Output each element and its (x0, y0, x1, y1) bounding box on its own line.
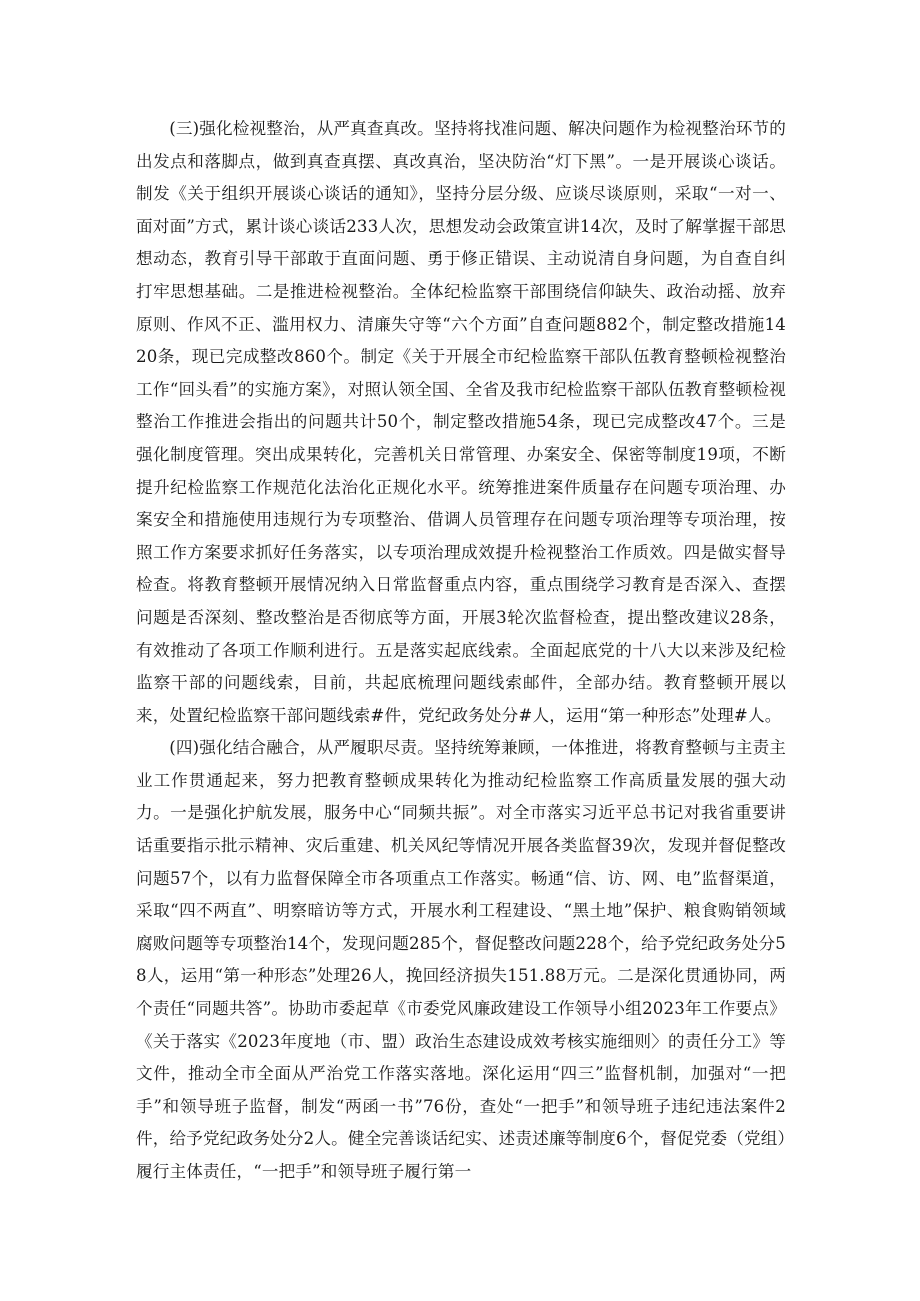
paragraph-section-3: (三)强化检视整治，从严真查真改。坚持将找准问题、解决问题作为检视整治环节的出发点和落脚点，做到真查真摆、真改真治，坚决防治“灯下黑”。一是开展谈心谈话。制发《关于组织开展谈心谈话的通知》，坚持分层分级、应谈尽谈原则，采取“一对一、面对面”方式，累计谈心谈话233人次，思想发动会政策宣讲14次，及时了解掌握干部思想动态，教育引导干部敢于直面问题、勇于修正错误、主动说清自身问题，为自查自纠打牢思想基础。二是推进检视整治。全体纪检监察干部围绕信仰缺失、政治动摇、放弃原则、作风不正、滥用权力、清廉失守等“六个方面”自查问题882个，制定整改措施1420条，现已完成整改860个。制定《关于开展全市纪检监察干部队伍教育整顿检视整治工作“回头看”的实施方案》，对照认领全国、全省及我市纪检监察干部队伍教育整顿检视整治工作推进会指出的问题共计50个，制定整改措施54条，现已完成整改47个。三是强化制度管理。突出成果转化，完善机关日常管理、办案安全、保密等制度19项，不断提升纪检监察工作规范化法治化正规化水平。统筹推进案件质量存在问题专项治理、办案安全和措施使用违规行为专项整治、借调人员管理存在问题专项治理等专项治理，按照工作方案要求抓好任务落实，以专项治理成效提升检视整治工作质效。四是做实督导检查。将教育整顿开展情况纳入日常监督重点内容，重点围绕学习教育是否深入、查摆问题是否深刻、整改整治是否彻底等方面，开展3轮次监督检查，提出整改建议28条，有效推动了各项工作顺利进行。五是落实起底线索。全面起底党的十八大以来涉及纪检监察干部的问题线索，目前，共起底梳理问题线索邮件，全部办结。教育整顿开展以来，处置纪检监察干部问题线索#件，党纪政务处分#人，运用“第一种形态”处理#人。 (136, 119, 786, 725)
document-body (136, 113, 786, 1189)
paragraph-section-4: (四)强化结合融合，从严履职尽责。坚持统筹兼顾，一体推进，将教育整顿与主责主业工作贯通起来，努力把教育整顿成果转化为推动纪检监察工作高质量发展的强大动力。一是强化护航发展，服务中心“同频共振”。对全市落实习近平总书记对我省重要讲话重要指示批示精神、灾后重建、机关风纪等情况开展各类监督39次，发现并督促整改问题57个，以有力监督保障全市各项重点工作落实。畅通“信、访、网、电”监督渠道，采取“四不两直”、明察暗访等方式，开展水利工程建设、“黑土地”保护、粮食购销领域腐败问题等专项整治14个，发现问题285个，督促整改问题228个，给予党纪政务处分58人，运用“第一种形态”处理26人，挽回经济损失151.88万元。二是深化贯通协同，两个责任“同题共答”。协助市委起草《市委党风廉政建设工作领导小组2023年工作要点》《关于落实《2023年度地（市、盟）政治生态建设成效考核实施细则〉的责任分工》等文件，推动全市全面从严治党工作落实落地。深化运用“四三”监督机制，加强对“一把手”和领导班子监督，制发“两函一书”76份，查处“一把手”和领导班子违纪违法案件2件，给予党纪政务处分2人。健全完善谈话纪实、述责述廉等制度6个，督促党委（党组）履行主体责任，“一把手”和领导班子履行第一 (136, 738, 786, 1181)
